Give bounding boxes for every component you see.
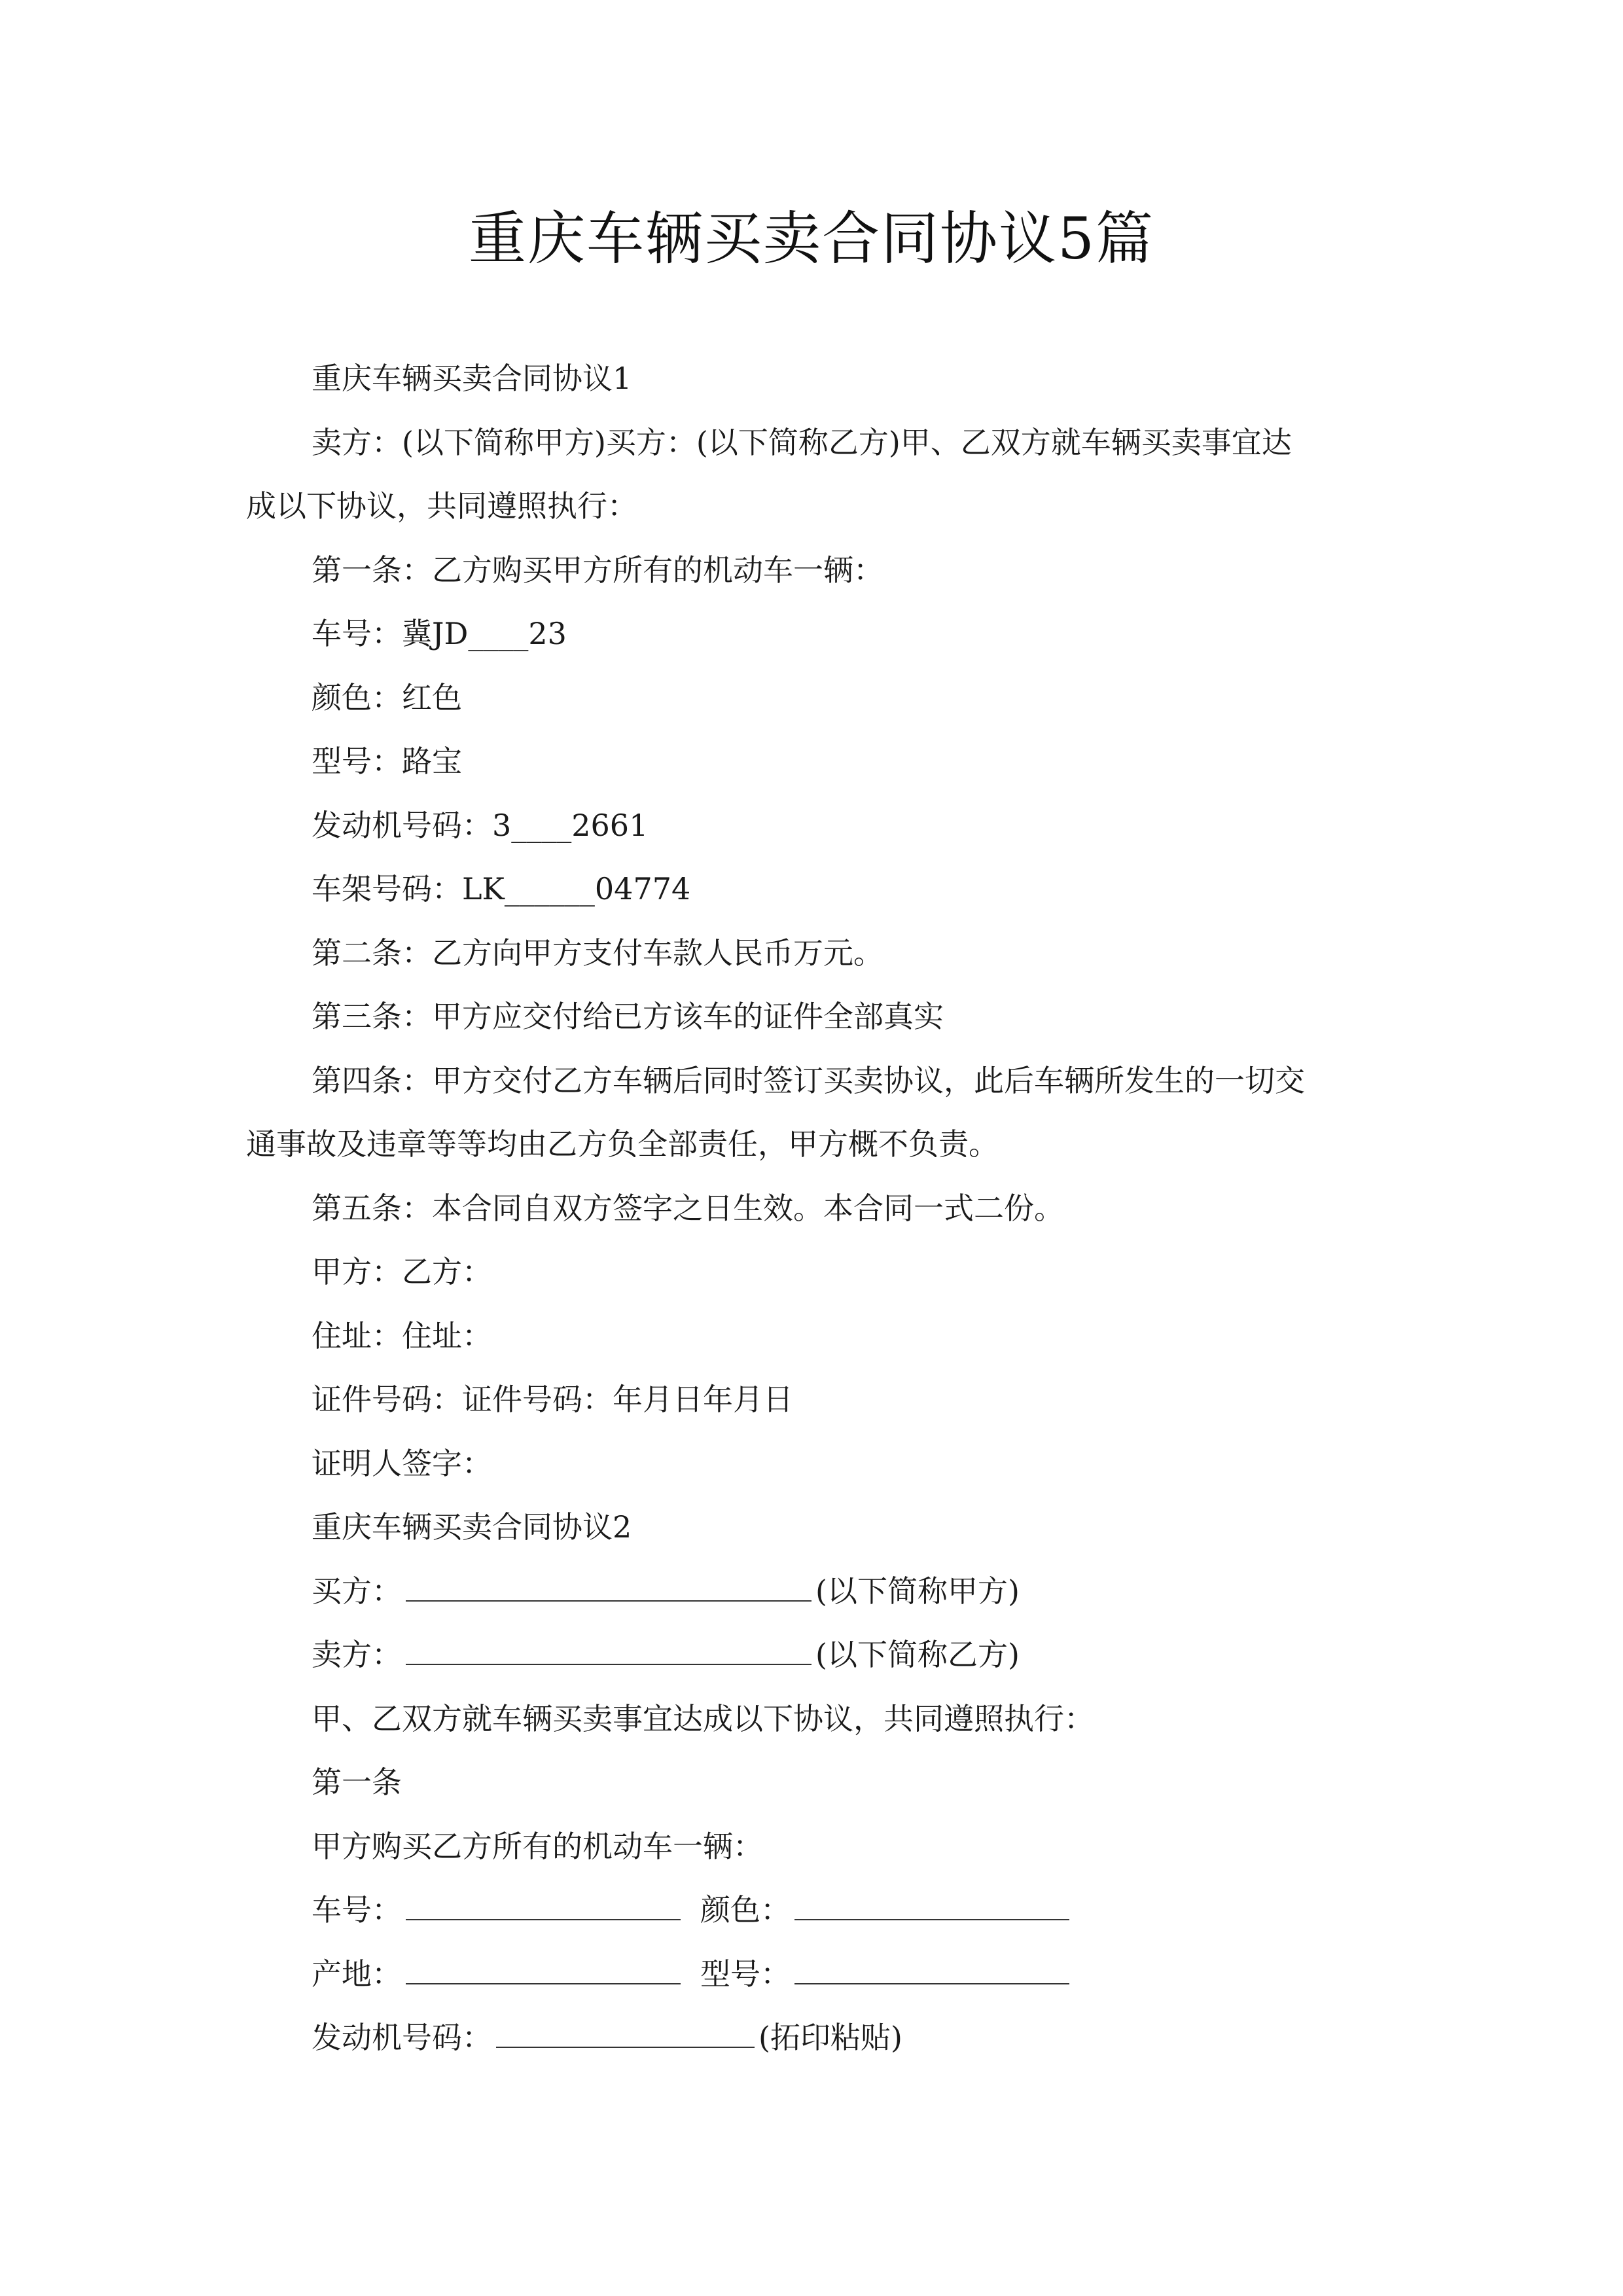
origin-blank	[406, 1950, 681, 1984]
section1-color: 颜色：红色	[312, 679, 462, 715]
seller-blank	[406, 1631, 812, 1665]
section1-id-date: 证件号码：证件号码：年月日年月日	[312, 1382, 793, 1417]
origin-label: 产地：	[312, 1956, 402, 1992]
section1-plate: 车号：冀JD____23	[312, 616, 567, 651]
section1-article1: 第一条：乙方购买甲方所有的机动车一辆：	[312, 552, 883, 588]
section1-intro-line1: 卖方：(以下简称甲方)买方：(以下简称乙方)甲、乙双方就车辆买卖事宜达	[312, 424, 1292, 460]
section1-article4-line1: 第四条：甲方交付乙方车辆后同时签订买卖协议，此后车辆所发生的一切交	[312, 1062, 1305, 1098]
section1-article5: 第五条：本合同自双方签字之日生效。本合同一式二份。	[312, 1190, 1064, 1226]
buyer-label: 买方：	[312, 1573, 402, 1609]
color-blank	[794, 1886, 1069, 1920]
section1-model: 型号：路宝	[312, 744, 462, 779]
section1-article4-line2: 通事故及违章等等均由乙方负全部责任，甲方概不负责。	[246, 1126, 999, 1162]
section2-seller-row	[246, 1623, 1385, 1687]
section1-engine: 发动机号码：3____2661	[312, 807, 649, 843]
section2-plate-color-row	[246, 1878, 1385, 1943]
buyer-suffix: (以下简称甲方)	[815, 1573, 1020, 1609]
section1-heading: 重庆车辆买卖合同协议1	[312, 361, 632, 396]
section2-heading: 重庆车辆买卖合同协议2	[312, 1509, 632, 1545]
seller-label: 卖方：	[312, 1637, 402, 1672]
section1-article2: 第二条：乙方向甲方支付车款人民币万元。	[312, 935, 883, 971]
section2-intro: 甲、乙双方就车辆买卖事宜达成以下协议，共同遵照执行：	[312, 1700, 1094, 1736]
seller-suffix: (以下简称乙方)	[815, 1637, 1020, 1672]
section1-intro-line2: 成以下协议，共同遵照执行：	[246, 488, 637, 524]
section2-article1: 第一条	[312, 1765, 402, 1800]
model-label: 型号：	[700, 1956, 791, 1992]
document-title: 重庆车辆买卖合同协议5篇	[469, 205, 1154, 272]
document-body	[246, 347, 1385, 2070]
section1-witness: 证明人签字：	[312, 1445, 492, 1481]
section1-address: 住址：住址：	[312, 1318, 492, 1354]
color-label: 颜色：	[700, 1892, 791, 1928]
plate-blank	[406, 1886, 681, 1920]
section1-parties: 甲方：乙方：	[312, 1254, 492, 1289]
model-blank	[794, 1950, 1069, 1984]
section2-purchase: 甲方购买乙方所有的机动车一辆：	[312, 1828, 763, 1864]
section1-article3: 第三条：甲方应交付给已方该车的证件全部真实	[312, 999, 944, 1034]
engine-blank	[496, 2014, 755, 2048]
plate-label: 车号：	[312, 1892, 402, 1928]
section1-frame: 车架号码：LK______04774	[312, 871, 691, 906]
engine-suffix: (拓印粘贴)	[758, 2020, 902, 2055]
section2-buyer-row	[246, 1560, 1385, 1624]
engine-label: 发动机号码：	[312, 2020, 492, 2055]
section2-origin-model-row	[246, 1943, 1385, 2007]
buyer-blank	[406, 1568, 812, 1602]
section2-engine-row	[246, 2006, 1385, 2070]
